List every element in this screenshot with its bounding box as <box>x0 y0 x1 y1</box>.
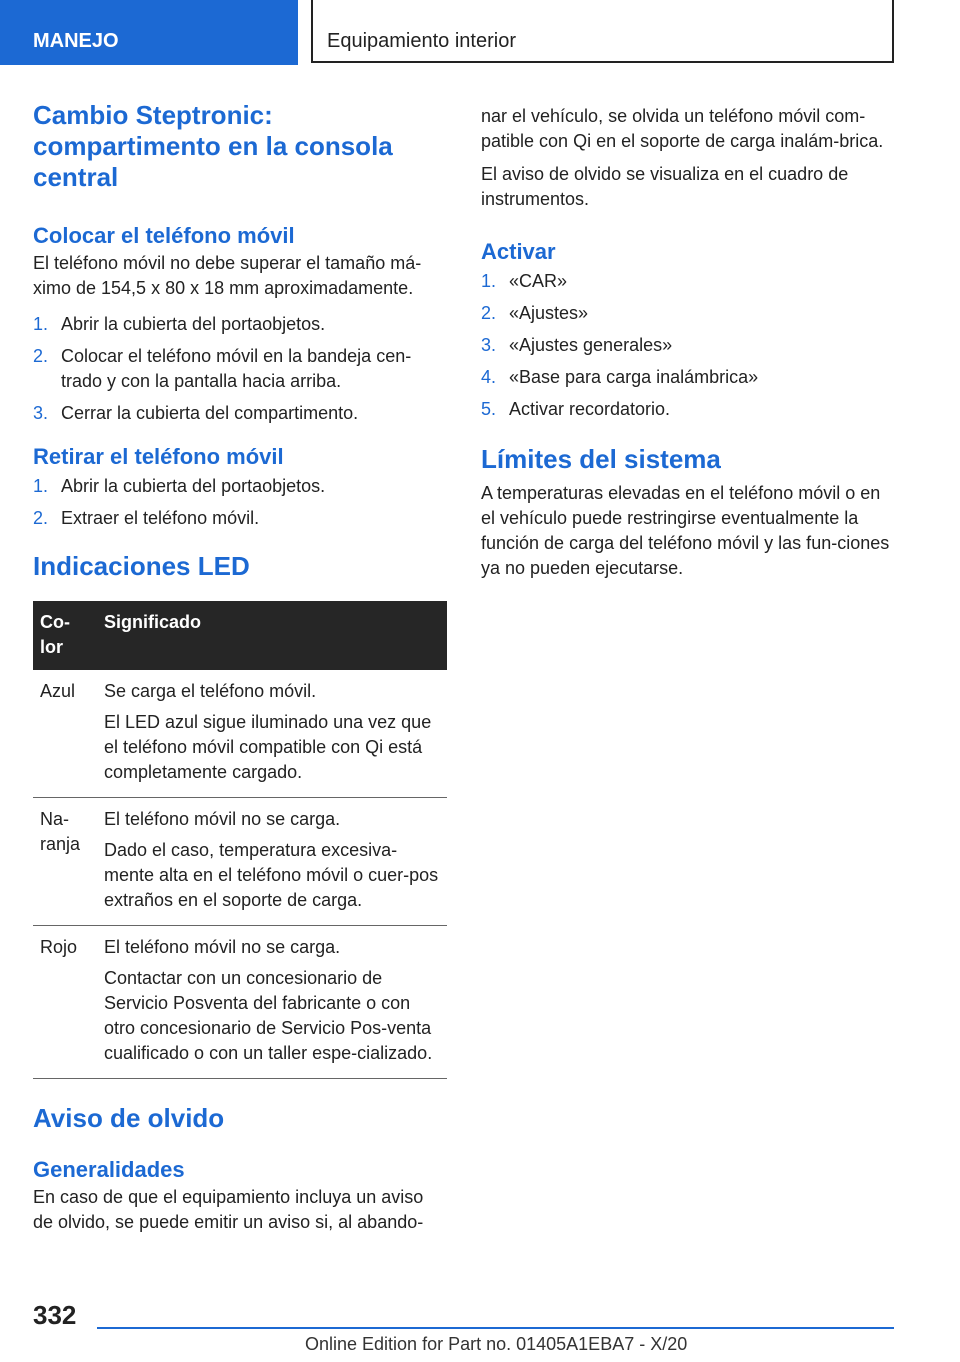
table-row <box>33 670 447 798</box>
header-chapter-label: Equipamiento interior <box>327 30 516 52</box>
place-phone-heading: Colocar el teléfono móvil <box>33 223 295 248</box>
table-row <box>33 798 447 926</box>
reminder-text: En caso de que el equipamiento incluya un aviso de olvido, se puede emitir un aviso si, al abando‐ <box>33 1187 424 1232</box>
section-title: Cambio Steptronic: compartimento en la consola central <box>33 100 393 192</box>
activate-heading: Activar <box>481 239 556 264</box>
table-header-color: Co‐lor <box>40 612 70 657</box>
place-phone-text: El teléfono móvil no debe superar el tamaño má‐ximo de 154,5 x 80 x 18 mm aproximadamente. <box>33 253 422 298</box>
header-section-label: MANEJO <box>33 30 119 52</box>
system-limits-heading: Límites del sistema <box>481 444 721 474</box>
list-item: 1. Abrir la cubierta del portaobjetos. <box>33 476 326 496</box>
list-item: 5. Activar recordatorio. <box>481 399 671 419</box>
reminder-text-continued: nar el vehículo, se olvida un teléfono móvil com‐patible con Qi en el soporte de carga inalám‐brica. <box>481 106 884 151</box>
remove-phone-steps <box>33 474 447 531</box>
right-column <box>481 104 895 581</box>
led-table <box>33 601 447 1079</box>
led-meaning-cell: Se carga el teléfono móvil. El LED azul sigue iluminado una vez que el teléfono móvil compatible con Qi está completamente cargado. <box>97 670 447 798</box>
led-meaning-cell: El teléfono móvil no se carga. Dado el caso, temperatura excesiva‐mente alta en el teléfono móvil o cuer‐pos extraños en el soporte de carga. <box>97 798 447 926</box>
header-chapter-box <box>311 0 894 63</box>
page-number: 332 <box>33 1300 77 1330</box>
left-column <box>33 100 447 1235</box>
led-color-cell: Rojo <box>33 926 97 1079</box>
list-item: 2. Colocar el teléfono móvil en la bandeja cen‐trado y con la pantalla hacia arriba. <box>33 346 412 391</box>
list-item: 3. Cerrar la cubierta del compartimento. <box>33 403 359 423</box>
list-item: 4. «Base para carga inalámbrica» <box>481 367 759 387</box>
table-row <box>33 926 447 1079</box>
reminder-display-text: El aviso de olvido se visualiza en el cuadro de instrumentos. <box>481 164 849 209</box>
reminder-general-heading: Generalidades <box>33 1157 185 1182</box>
led-color-cell: Azul <box>33 670 97 798</box>
header-section-tab <box>0 0 298 65</box>
list-item: 1. «CAR» <box>481 271 568 291</box>
table-header-meaning: Significado <box>104 612 202 632</box>
list-item: 2. Extraer el teléfono móvil. <box>33 508 260 528</box>
activate-steps <box>481 269 895 422</box>
list-item: 1. Abrir la cubierta del portaobjetos. <box>33 314 326 334</box>
list-item: 2. «Ajustes» <box>481 303 589 323</box>
led-meaning-cell: El teléfono móvil no se carga. Contactar con un concesionario de Servicio Posventa del fabricante o con otro concesionario de Servicio Pos‐venta cualificado o con un taller espe‐cializado. <box>97 926 447 1079</box>
led-indications-heading: Indicaciones LED <box>33 551 250 581</box>
reminder-heading: Aviso de olvido <box>33 1103 225 1133</box>
footer-divider <box>97 1327 894 1329</box>
system-limits-text: A temperaturas elevadas en el teléfono móvil o en el vehículo puede restringirse eventualmente la función de carga del teléfono móvil y las fun‐ciones ya no pueden ejecutarse. <box>481 483 890 578</box>
led-color-cell: Na‐ranja <box>33 798 97 926</box>
table-header-row <box>33 601 447 670</box>
place-phone-steps <box>33 312 447 426</box>
list-item: 3. «Ajustes generales» <box>481 335 673 355</box>
footer-edition-text: Online Edition for Part no. 01405A1EBA7 - X/20 <box>305 1334 688 1354</box>
remove-phone-heading: Retirar el teléfono móvil <box>33 444 284 469</box>
